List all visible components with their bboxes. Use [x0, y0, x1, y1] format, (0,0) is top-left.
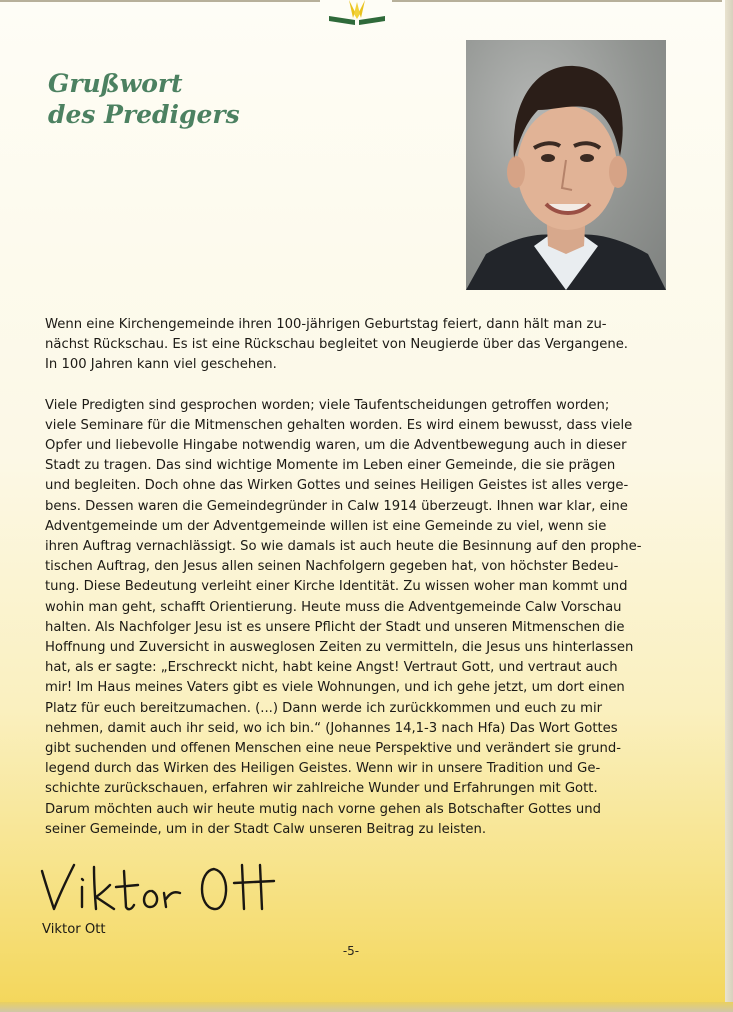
text-line: Opfer und liebevolle Hingabe notwendig waren, um die Adventbewegung auch in dieser	[45, 438, 627, 454]
paragraph-1	[45, 315, 681, 376]
heading-line-2: des Predigers	[48, 100, 240, 129]
text-line: mir! Im Haus meines Vaters gibt es viele Wohnungen, und ich gehe jetzt, um dort einen	[45, 680, 625, 696]
text-line: Viele Predigten sind gesprochen worden; viele Taufentscheidungen getroffen worden;	[45, 397, 610, 413]
text-line: In 100 Jahren kann viel geschehen.	[45, 357, 277, 373]
text-line: schichte zurückschauen, erfahren wir zahlreiche Wunder und Erfahrungen mit Gott.	[45, 781, 598, 797]
text-line: tung. Diese Bedeutung verleiht einer Kirche Identität. Zu wissen woher man kommt und	[45, 579, 628, 595]
text-line: viele Seminare für die Mitmenschen gehalten worden. Es wird einem bewusst, dass viele	[45, 417, 633, 433]
handwritten-signature	[38, 857, 278, 919]
text-line: legend durch das Wirken des Heiligen Geistes. Wenn wir in unsere Tradition und Ge-	[45, 761, 601, 777]
text-line: Platz für euch bereitzumachen. (...) Dann werde ich zurückkommen und euch zu mir	[45, 700, 603, 716]
welcome-text	[45, 315, 681, 840]
text-line: halten. Als Nachfolger Jesu ist es unsere Pflicht der Stadt und unseren Mitmenschen die	[45, 619, 625, 635]
paragraph-gap	[45, 376, 681, 396]
text-line: nehmen, damit auch ihr seid, wo ich bin.“ (Johannes 14,1-3 nach Hfa) Das Wort Gottes	[45, 720, 618, 736]
text-line: Stadt zu tragen. Das sind wichtige Momente im Leben einer Gemeinde, die sie prägen	[45, 458, 616, 474]
text-line: Hoffnung und Zuversicht in ausweglosen Zeiten zu vermitteln, die Jesus uns hinterlassen	[45, 640, 634, 656]
text-line: Adventgemeinde um der Adventgemeinde willen ist eine Gemeinde zu viel, wenn sie	[45, 518, 607, 534]
text-line: nächst Rückschau. Es ist eine Rückschau begleitet von Neugierde über das Vergangene.	[45, 337, 629, 353]
portrait-photo-icon	[466, 40, 666, 290]
text-line: hat, als er sagte: „Erschreckt nicht, habt keine Angst! Vertraut Gott, und vertraut auch	[45, 660, 618, 676]
page-heading	[48, 68, 240, 130]
heading-line-1: Grußwort	[48, 69, 183, 98]
text-line: wohin man geht, schafft Orientierung. Heute muss die Adventgemeinde Calw Vorschau	[45, 599, 622, 615]
text-line: bens. Dessen waren die Gemeindegründer in Calw 1914 überzeugt. Ihnen war klar, eine	[45, 498, 628, 514]
page-number: -5-	[342, 944, 360, 958]
text-line: ihren Auftrag vernachlässigt. So wie damals ist auch heute die Besinnung auf den prophe-	[45, 539, 642, 555]
text-line: tischen Auftrag, den Jesus allen seinen Nachfolgern gegeben hat, von höchster Bedeu-	[45, 559, 619, 575]
text-line: seiner Gemeinde, um in der Stadt Calw unseren Beitrag zu leisten.	[45, 821, 487, 837]
text-line: Wenn eine Kirchengemeinde ihren 100-jährigen Geburtstag feiert, dann hält man zu-	[45, 317, 607, 332]
paragraph-2	[45, 396, 681, 840]
church-logo-icon	[325, 0, 389, 26]
top-divider-left	[0, 0, 320, 2]
text-line: Darum möchten auch wir heute mutig nach vorne gehen als Botschafter Gottes und	[45, 801, 601, 817]
top-divider-right	[392, 0, 722, 2]
signatory-name: Viktor Ott	[42, 922, 106, 937]
text-line: und begleiten. Doch ohne das Wirken Gottes und seines Heiligen Geistes ist alles verge-	[45, 478, 629, 494]
page-bottom-edge	[0, 1002, 733, 1012]
portrait-photo	[466, 40, 666, 290]
page-edge	[725, 0, 733, 1012]
text-line: gibt suchenden und offenen Menschen eine neue Perspektive und verändert sie grund-	[45, 741, 622, 757]
